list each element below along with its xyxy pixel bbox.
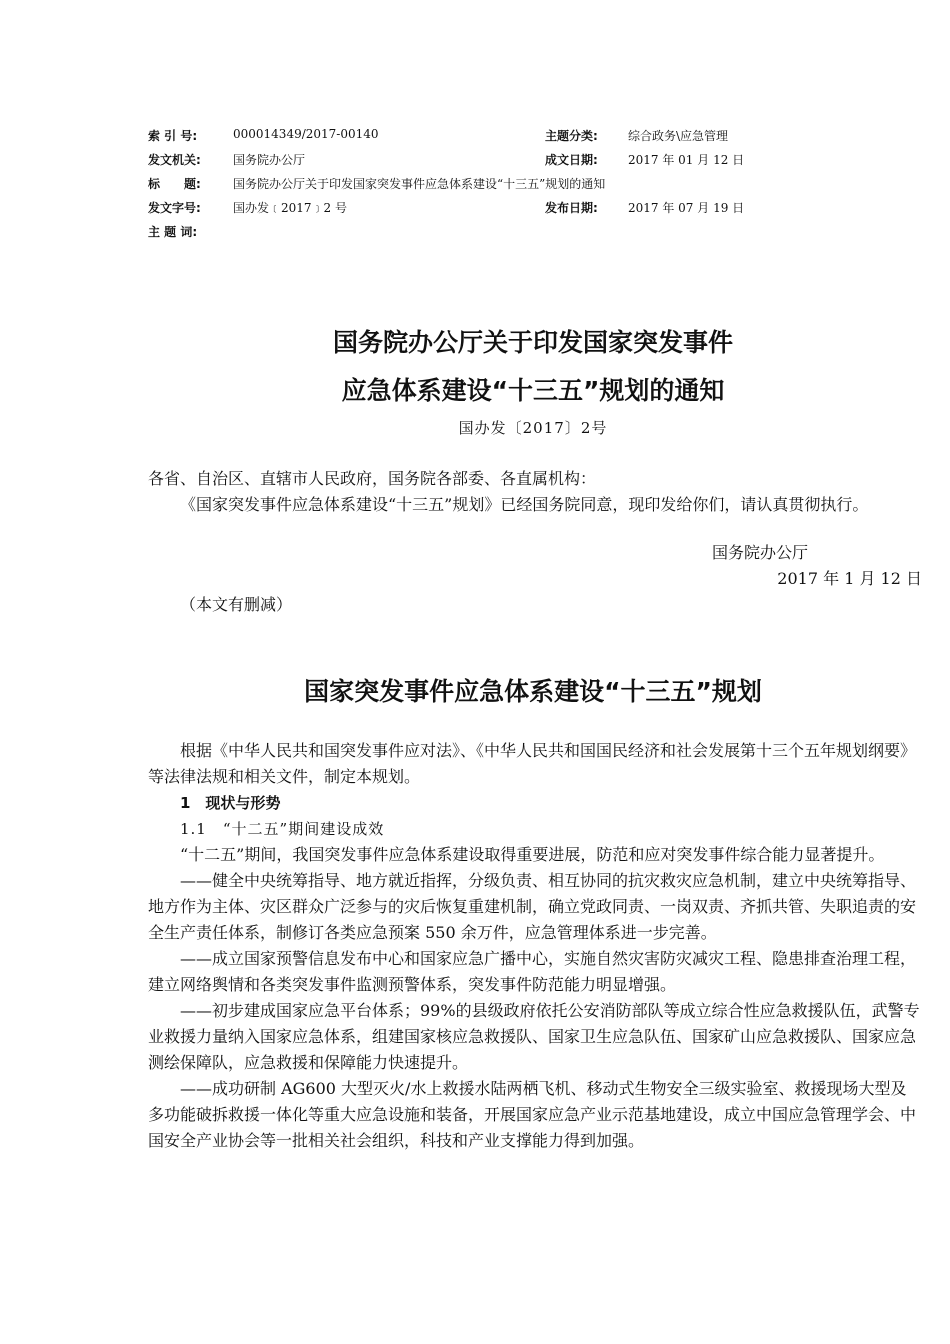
metadata-row-docnumber (148, 199, 788, 223)
publish-date-value: 2017 年 07 月 19 日 (628, 201, 745, 215)
index-value: 000014349/2017-00140 (233, 127, 379, 141)
plan-paragraph-4: ——初步建成国家应急平台体系；99%的县级政府依托公安消防部队等成立综合性应急救援队伍，武警专业救援力量纳入国家应急体系，组建国家核应急救援队、国家卫生应急队伍、国家矿山应急救援队、国家应急测绘保障队，应急救援和保障能力快速提升。 (148, 1001, 920, 1072)
written-date-label: 成文日期: (545, 153, 598, 167)
keywords-label: 主 题 词: (148, 225, 198, 239)
category-value: 综合政务\应急管理 (628, 129, 729, 143)
doc-number-value: 国办发﹝2017﹞2 号 (233, 201, 347, 215)
written-date-value: 2017 年 01 月 12 日 (628, 153, 745, 167)
notice-abridged-note: （本文有删减） (180, 595, 293, 614)
notice-date: 2017 年 1 月 12 日 (777, 569, 922, 588)
publish-date-label: 发布日期: (545, 201, 598, 215)
notice-body (148, 466, 922, 518)
index-label: 索 引 号: (148, 129, 198, 143)
title-label: 标 题: (148, 177, 201, 191)
metadata-row-title (148, 175, 788, 199)
plan-paragraph-2: ——健全中央统筹指导、地方就近指挥，分级负责、相互协同的抗灾救灾应急机制，建立中央统筹指导、地方作为主体、灾区群众广泛参与的灾后恢复重建机制，确立党政同责、一岗双责、齐抓共管、失职追责的安全生产责任体系，制修订各类应急预案 550 余万件，应急管理体系进一步完善。 (148, 871, 917, 942)
section-heading-1: 1 现状与形势 (180, 794, 281, 812)
issuer-label: 发文机关: (148, 153, 201, 167)
plan-paragraph-1: “十二五”期间，我国突发事件应急体系建设取得重要进展，防范和应对突发事件综合能力显著提升。 (180, 845, 885, 864)
notice-signatory: 国务院办公厅 (711, 543, 808, 562)
plan-title: 国家突发事件应急体系建设“十三五”规划 (304, 677, 762, 706)
category-label: 主题分类: (545, 129, 598, 143)
notice-title-line1: 国务院办公厅关于印发国家突发事件 (332, 328, 733, 357)
metadata-row-keywords (148, 223, 788, 247)
notice-addressee: 各省、自治区、直辖市人民政府，国务院各部委、各直属机构： (148, 469, 597, 488)
plan-paragraph-3: ——成立国家预警信息发布中心和国家应急广播中心，实施自然灾害防灾减灾工程、隐患排查治理工程，建立网络舆情和各类突发事件监测预警体系，突发事件防范能力明显增强。 (148, 949, 917, 994)
metadata-row-index (148, 127, 788, 151)
doc-number-label: 发文字号: (148, 201, 201, 215)
section-heading-1-1: 1.1 “十二五”期间建设成效 (180, 820, 385, 838)
notice-doc-number: 国办发〔2017〕2号 (458, 419, 608, 437)
title-value: 国务院办公厅关于印发国家突发事件应急体系建设“十三五”规划的通知 (233, 177, 606, 191)
issuer-value: 国务院办公厅 (233, 153, 306, 167)
plan-body (148, 738, 922, 1154)
metadata-table (148, 127, 788, 247)
metadata-row-issuer (148, 151, 788, 175)
plan-intro: 根据《中华人民共和国突发事件应对法》、《中华人民共和国国民经济和社会发展第十三个五年规划纲要》等法律法规和相关文件，制定本规划。 (148, 741, 917, 786)
notice-title-line2: 应急体系建设“十三五”规划的通知 (341, 376, 725, 405)
notice-paragraph: 《国家突发事件应急体系建设“十三五”规划》已经国务院同意，现印发给你们，请认真贯彻执行。 (180, 495, 869, 514)
plan-paragraph-5: ——成功研制 AG600 大型灭火/水上救援水陆两栖飞机、移动式生物安全三级实验室、救援现场大型及多功能破拆救援一体化等重大应急设施和装备，开展国家应急产业示范基地建设，成立中国应急管理学会、中国安全产业协会等一批相关社会组织，科技和产业支撑能力得到加强。 (148, 1079, 917, 1150)
